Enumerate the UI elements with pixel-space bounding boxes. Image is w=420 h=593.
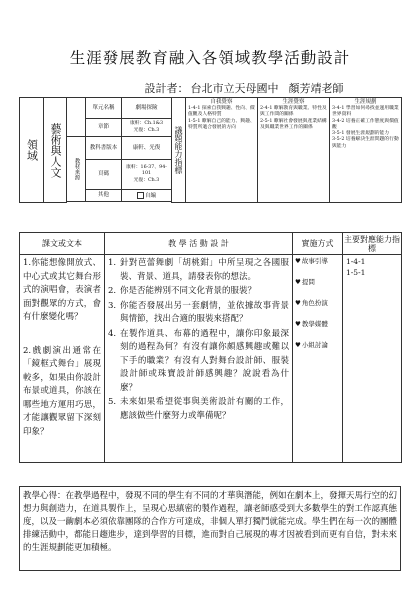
reflection-table [19,486,401,571]
key-text-header: 課文或文本 [20,233,105,255]
activities-cell [105,255,293,463]
method-item: ♥小組討論 [295,341,328,349]
textbook-value: 康軒、光復 [122,137,172,160]
topic-label-cell [172,98,186,203]
activity-item: 4. 在製作道具、布幕的過程中，讓你印象最深刻的過程為何？有沒有讓你頗感興趣或難以下手的職業？有沒有人對舞台設計師、服裝設計師或珠寶設計師感興趣？說說看為什麼？ [108,328,289,393]
blank-cell [67,98,86,137]
self-made-label: 自編 [144,192,156,199]
activity-item: 2. 你是否能辨別不同文化背景的服裝？ [108,286,257,296]
material-label-cell [67,137,86,202]
heart-icon: ♥ [295,320,301,328]
activity-item: 5. 未來如果希望從事與美術設計有關的工作，應該做些什麼努力或準備呢？ [108,397,289,421]
pages-label: 頁碼 [86,160,122,190]
subject-cell [44,98,67,203]
key-questions-cell [20,255,105,463]
method-item: ♥教學媒體 [295,320,328,328]
designer-name: 顏芳靖老師 [288,82,344,95]
reflection-text: 教學心得：在教學過程中，發現不同的學生有不同的才華與潛能，例如在劇本上，發揮天馬行空的幻想力與創造力，在道具製作上，呈現心思縝密的製作過程，讓老師感受到大多數學生的對工作認真態度，以及一齣劇本必須依靠團隊的合作方可達成，非個人單打獨鬥就能完成。學生們在每一次的團體排練活動中，都能日趨進步，達到學習的目標，進而對自己展現的專才因被看到而更有自信，對未來的生涯規劃能更加積極。 [20,487,401,571]
method-header: 實施方式 [293,233,343,255]
key-question: 1.你能想像開放式、中心式或其它舞台形式的演唱會，表演者面對觀眾的方式，會有什麼變化嗎？ [23,258,101,322]
indicator-header: 主要對應能力指標 [344,234,400,253]
domain-label: 領域 [25,139,39,161]
self-awareness-title: 自我覺察 [210,99,233,105]
activity-table [19,232,402,463]
material-label: 教材來源 [73,158,80,180]
heart-icon: ♥ [295,257,301,265]
career-planning-cell [330,98,402,203]
domain-label-cell [20,98,44,203]
method-item: ♥角色扮演 [295,299,328,307]
method-item: ♥提問 [295,278,315,286]
career-awareness-text: 2-4-1 瞭解教育與職業、特性及與工作間的關係 2-5-1 瞭解社會發展與產業結構及與職業世界工作的關係 [260,106,327,130]
career-awareness-title: 生涯覺察 [282,99,305,105]
pages-value: 康軒：16-37、94-101 光復：Ch.3 [122,160,172,190]
self-awareness-cell [186,98,258,203]
heart-icon: ♥ [295,299,301,307]
heart-icon: ♥ [295,341,301,349]
unit-name-value: 劇場探險 [122,98,172,119]
unit-name-label: 單元名稱 [86,98,122,119]
career-awareness-cell [258,98,330,203]
activity-item: 3. 你能否發展出另一套劇情，並依據故事背景與情節，找出合適的服裝來搭配？ [108,300,289,324]
chapter-detail: 康軒：Ch.1&3 光復：Ch.3 [122,119,172,137]
self-made-checkbox[interactable] [137,192,144,199]
activity-item: 1. 針對芭蕾舞劇「胡桃鉗」中所呈現之各國服裝、背景、道具，請發表你的想法。 [108,258,289,282]
designer-label: 設計者： [144,82,189,95]
indicator-item: 1-4-1 [346,257,366,266]
topic-col-label: 議題能力指標 [174,126,183,174]
method-item: ♥故事引導 [295,257,328,265]
document-title: 生涯發展教育融入各領域教學活動設計 [69,49,351,67]
chapter-label: 章節 [86,119,122,137]
career-planning-title: 生涯規劃 [354,99,377,105]
methods-cell [293,255,343,463]
designer-line [0,80,420,96]
indicators-cell [343,255,402,463]
self-made-cell [122,190,172,202]
subject-label: 藝術與人文 [49,122,62,178]
activity-header: 教 學 活 動 設 計 [105,233,293,255]
self-awareness-text: 1-4-1 探索自我興趣、性向、價值觀及人格特質 1-5-1 瞭解自己的能力、興趣、特質所適合發展的方向 [188,106,255,130]
header-table [19,97,402,203]
textbook-label: 教科書版本 [86,137,122,160]
career-planning-text: 3-4-1 學習如何尋找並運用職業世界資料 3-4-2 培養正確工作態度與價值觀 3-5-1 發展生涯規劃的能力 3-5-2 培養解決生涯問題的行動與能力 [332,106,399,149]
designer-school: 台北市立天母國中 [190,82,279,95]
other-label: 其他 [86,190,122,202]
indicator-item: 1-5-1 [346,267,366,277]
heart-icon: ♥ [295,278,301,286]
key-question: 2.戲劇演出通常在「鏡框式舞台」展現較多，如果由你設計布景或道具，你該在哪些地方運用巧思，才能讓觀眾留下深刻印象？ [23,345,101,437]
